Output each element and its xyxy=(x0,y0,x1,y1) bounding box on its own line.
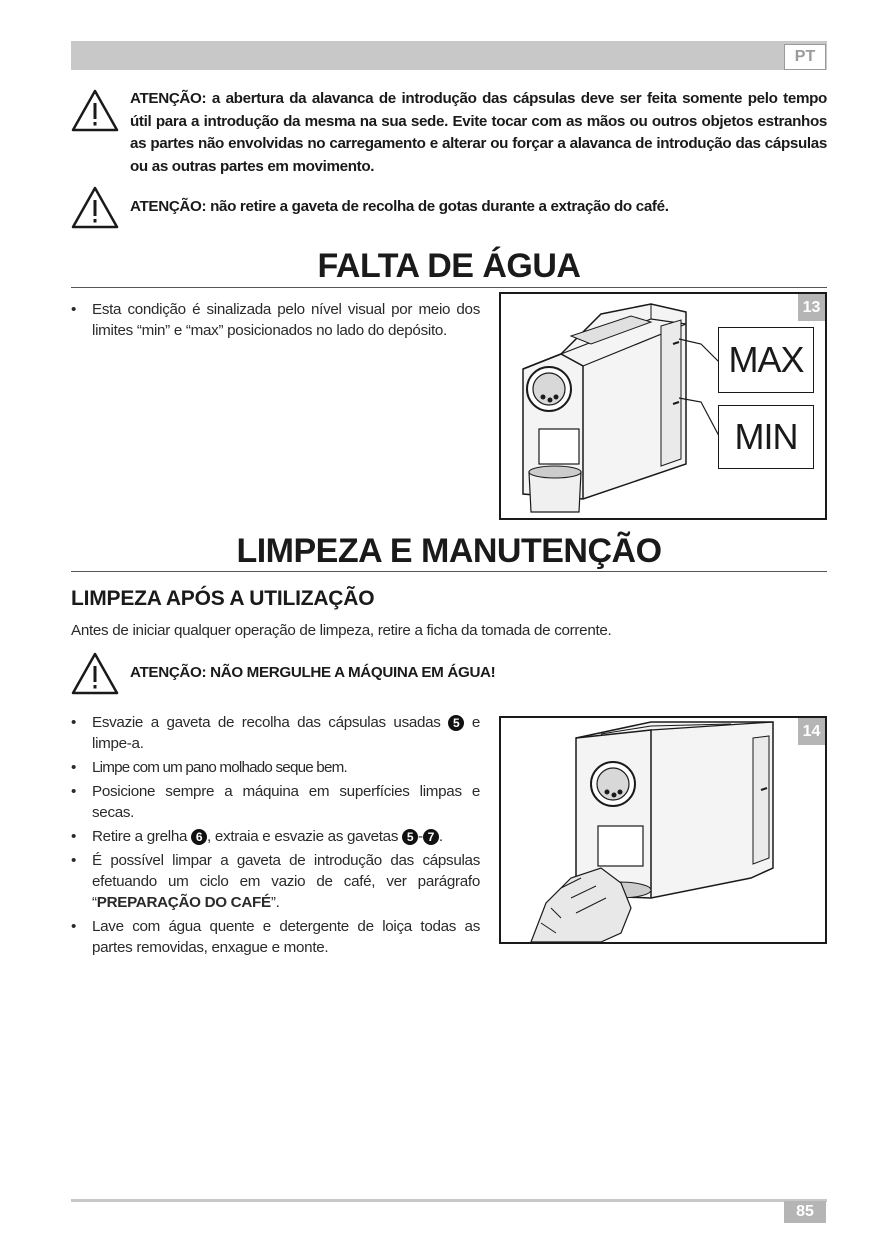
warning-no-water-immersion: ATENÇÃO: NÃO MERGULHE A MÁQUINA EM ÁGUA! xyxy=(130,664,496,681)
list-item: • Limpe com um pano molhado seque bem. xyxy=(71,757,480,778)
figure-number: 14 xyxy=(798,718,825,745)
warning-triangle-icon xyxy=(71,651,119,695)
coffee-machine-cleaning-illustration xyxy=(501,718,825,942)
intro-text: Antes de iniciar qualquer operação de limpeza, retire a ficha da tomada de corrente. xyxy=(71,622,612,639)
section-title-limpeza: LIMPEZA E MANUTENÇÃO xyxy=(236,532,662,570)
list-item: • Esvazie a gaveta de recolha das cápsulas usadas 5 e limpe-a. xyxy=(71,712,480,754)
list-item: • Esta condição é sinalizada pelo nível visual por meio dos limites “min” e “max” posicionados no lado do depósito. xyxy=(71,299,480,341)
warning-triangle-icon xyxy=(71,88,119,132)
language-badge: PT xyxy=(784,44,826,70)
section1-text xyxy=(71,299,480,341)
section-title-falta-de-agua: FALTA DE ÁGUA xyxy=(317,247,581,285)
part-number-badge: 5 xyxy=(402,829,418,845)
warning-drip-tray: ATENÇÃO: não retire a gaveta de recolha de gotas durante a extração do café. xyxy=(130,198,669,215)
figure-13 xyxy=(499,292,827,520)
cleaning-steps xyxy=(71,712,480,958)
header-bar xyxy=(71,41,827,70)
list-item: • Retire a grelha 6 , extraia e esvazie as gavetas 5 - 7 . xyxy=(71,826,480,847)
page-number: 85 xyxy=(784,1201,826,1223)
part-number-badge: 5 xyxy=(448,715,464,731)
max-label: MAX xyxy=(718,327,814,393)
list-item: • Lave com água quente e detergente de loiça todas as partes removidas, enxague e monte. xyxy=(71,916,480,958)
part-number-badge: 7 xyxy=(423,829,439,845)
cross-reference: PREPARAÇÃO DO CAFÉ xyxy=(96,894,271,911)
subsection-title: LIMPEZA APÓS A UTILIZAÇÃO xyxy=(71,587,375,610)
list-item: • Posicione sempre a máquina em superfícies limpas e secas. xyxy=(71,781,480,823)
part-number-badge: 6 xyxy=(191,829,207,845)
footer-rule xyxy=(71,1199,827,1202)
warning-triangle-icon xyxy=(71,185,119,229)
section-rule xyxy=(71,287,827,288)
figure-number: 13 xyxy=(798,294,825,321)
list-item: • É possível limpar a gaveta de introdução das cápsulas efetuando um ciclo em vazio de café, ver parágrafo “PREPARAÇÃO DO CAFÉ”. xyxy=(71,850,480,913)
warning-capsule-lever: ATENÇÃO: a abertura da alavanca de introdução das cápsulas deve ser feita somente pelo tempo útil para a introdução da mesma na sua sede. Evite tocar com as mãos ou outros objetos estranhos as partes não envolvidas no carregamento e alterar ou forçar a alavanca de introdução das cápsulas ou as outras partes em movimento. xyxy=(130,90,827,175)
min-label: MIN xyxy=(718,405,814,469)
section-rule xyxy=(71,571,827,572)
figure-14 xyxy=(499,716,827,944)
